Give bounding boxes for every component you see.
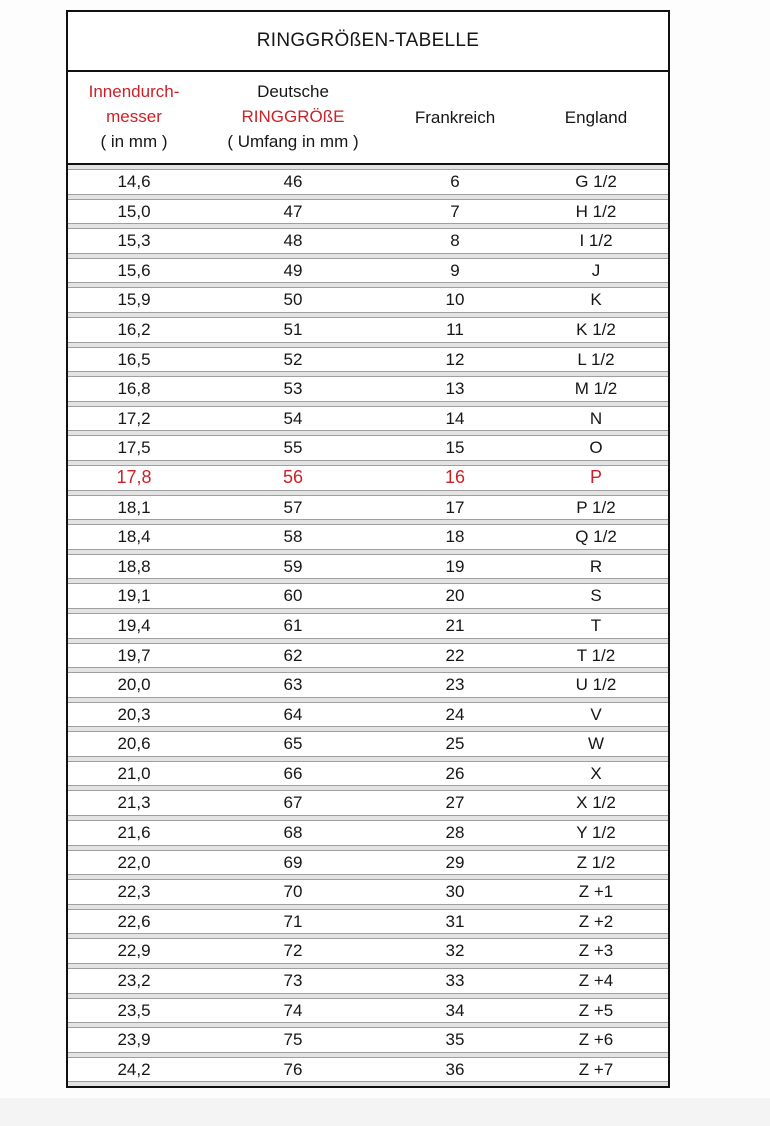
cell-innendurchmesser: 18,4 [68,524,200,550]
cell-innendurchmesser: 20,6 [68,731,200,757]
header-france [386,72,524,163]
table-row [68,583,668,609]
table-row [68,406,668,432]
cell-innendurchmesser: 20,3 [68,702,200,728]
cell-ringgroesse: 70 [200,879,386,905]
table-row [68,435,668,461]
header-inner-diameter-unit: ( in mm ) [100,132,168,151]
header-german-size-unit: ( Umfang in mm ) [227,132,359,151]
cell-england: K [524,287,668,313]
cell-frankreich: 13 [386,376,524,402]
table-header-row [68,72,668,165]
cell-innendurchmesser: 17,2 [68,406,200,432]
cell-frankreich: 7 [386,199,524,225]
cell-frankreich: 18 [386,524,524,550]
table-row [68,613,668,639]
cell-frankreich: 27 [386,790,524,816]
cell-ringgroesse: 59 [200,554,386,580]
cell-england: Q 1/2 [524,524,668,550]
cell-innendurchmesser: 23,9 [68,1027,200,1053]
table-row [68,465,668,491]
table-row [68,554,668,580]
cell-frankreich: 24 [386,702,524,728]
cell-frankreich: 12 [386,347,524,373]
cell-england: Z +7 [524,1057,668,1083]
cell-england: P [524,465,668,491]
cell-innendurchmesser: 15,6 [68,258,200,284]
header-england [524,72,668,163]
cell-england: O [524,435,668,461]
cell-england: T 1/2 [524,643,668,669]
table-row [68,731,668,757]
cell-innendurchmesser: 22,3 [68,879,200,905]
cell-england: L 1/2 [524,347,668,373]
table-body [68,165,668,1086]
cell-innendurchmesser: 19,7 [68,643,200,669]
header-german-size-line1: Deutsche [257,82,329,101]
cell-innendurchmesser: 22,9 [68,938,200,964]
cell-england: Z +5 [524,998,668,1024]
header-german-size [200,72,386,163]
cell-frankreich: 11 [386,317,524,343]
cell-england: X [524,761,668,787]
cell-ringgroesse: 76 [200,1057,386,1083]
header-inner-diameter [68,72,200,163]
cell-ringgroesse: 49 [200,258,386,284]
cell-frankreich: 31 [386,909,524,935]
cell-ringgroesse: 46 [200,169,386,195]
cell-frankreich: 36 [386,1057,524,1083]
cell-england: Y 1/2 [524,820,668,846]
cell-innendurchmesser: 21,6 [68,820,200,846]
cell-innendurchmesser: 20,0 [68,672,200,698]
cell-frankreich: 15 [386,435,524,461]
header-france-label: Frankreich [414,108,496,127]
bottom-band [0,1098,770,1126]
cell-england: Z 1/2 [524,850,668,876]
table-row [68,169,668,195]
cell-ringgroesse: 73 [200,968,386,994]
cell-england: Z +2 [524,909,668,935]
cell-innendurchmesser: 19,4 [68,613,200,639]
cell-england: H 1/2 [524,199,668,225]
cell-innendurchmesser: 16,8 [68,376,200,402]
header-england-label: England [564,108,628,127]
cell-ringgroesse: 56 [200,465,386,491]
cell-frankreich: 25 [386,731,524,757]
table-row [68,909,668,935]
cell-england: X 1/2 [524,790,668,816]
cell-innendurchmesser: 17,5 [68,435,200,461]
cell-innendurchmesser: 15,9 [68,287,200,313]
table-row [68,820,668,846]
cell-ringgroesse: 75 [200,1027,386,1053]
cell-england: Z +3 [524,938,668,964]
cell-innendurchmesser: 18,1 [68,495,200,521]
cell-frankreich: 28 [386,820,524,846]
cell-ringgroesse: 64 [200,702,386,728]
cell-innendurchmesser: 19,1 [68,583,200,609]
table-row [68,317,668,343]
cell-england: N [524,406,668,432]
cell-frankreich: 30 [386,879,524,905]
cell-innendurchmesser: 16,2 [68,317,200,343]
table-row [68,672,668,698]
cell-england: R [524,554,668,580]
cell-innendurchmesser: 18,8 [68,554,200,580]
cell-england: T [524,613,668,639]
cell-frankreich: 29 [386,850,524,876]
cell-england: M 1/2 [524,376,668,402]
cell-innendurchmesser: 17,8 [68,465,200,491]
cell-frankreich: 35 [386,1027,524,1053]
cell-frankreich: 34 [386,998,524,1024]
cell-frankreich: 19 [386,554,524,580]
cell-england: Z +4 [524,968,668,994]
ring-size-data-table [68,165,668,1086]
cell-frankreich: 22 [386,643,524,669]
cell-frankreich: 26 [386,761,524,787]
table-row [68,376,668,402]
cell-ringgroesse: 74 [200,998,386,1024]
cell-england: V [524,702,668,728]
cell-ringgroesse: 52 [200,347,386,373]
cell-ringgroesse: 66 [200,761,386,787]
cell-innendurchmesser: 16,5 [68,347,200,373]
table-body-rows [68,169,668,1082]
table-row [68,761,668,787]
cell-england: Z +1 [524,879,668,905]
cell-ringgroesse: 58 [200,524,386,550]
cell-ringgroesse: 60 [200,583,386,609]
table-row [68,790,668,816]
cell-england: I 1/2 [524,228,668,254]
table-row [68,850,668,876]
cell-ringgroesse: 47 [200,199,386,225]
table-row [68,968,668,994]
table-row [68,1027,668,1053]
cell-frankreich: 14 [386,406,524,432]
table-row [68,643,668,669]
cell-frankreich: 21 [386,613,524,639]
cell-frankreich: 16 [386,465,524,491]
table-row [68,998,668,1024]
cell-ringgroesse: 54 [200,406,386,432]
cell-ringgroesse: 69 [200,850,386,876]
cell-ringgroesse: 55 [200,435,386,461]
cell-frankreich: 6 [386,169,524,195]
cell-ringgroesse: 51 [200,317,386,343]
cell-frankreich: 20 [386,583,524,609]
table-row [68,287,668,313]
table-row [68,347,668,373]
cell-frankreich: 17 [386,495,524,521]
cell-england: Z +6 [524,1027,668,1053]
table-row [68,199,668,225]
cell-ringgroesse: 68 [200,820,386,846]
cell-innendurchmesser: 22,6 [68,909,200,935]
header-inner-diameter-line2: messer [106,107,162,126]
cell-england: K 1/2 [524,317,668,343]
cell-ringgroesse: 57 [200,495,386,521]
cell-innendurchmesser: 21,3 [68,790,200,816]
cell-innendurchmesser: 15,0 [68,199,200,225]
table-title: RINGGRÖßEN-TABELLE [256,30,480,51]
cell-england: U 1/2 [524,672,668,698]
table-row [68,524,668,550]
table-row [68,258,668,284]
cell-ringgroesse: 61 [200,613,386,639]
cell-ringgroesse: 48 [200,228,386,254]
cell-innendurchmesser: 23,5 [68,998,200,1024]
cell-ringgroesse: 50 [200,287,386,313]
cell-ringgroesse: 65 [200,731,386,757]
table-row [68,1057,668,1083]
cell-frankreich: 9 [386,258,524,284]
header-inner-diameter-line1: Innendurch- [88,82,180,101]
cell-innendurchmesser: 14,6 [68,169,200,195]
cell-ringgroesse: 53 [200,376,386,402]
cell-frankreich: 33 [386,968,524,994]
cell-england: J [524,258,668,284]
cell-england: S [524,583,668,609]
cell-frankreich: 32 [386,938,524,964]
cell-innendurchmesser: 23,2 [68,968,200,994]
cell-innendurchmesser: 15,3 [68,228,200,254]
table-row [68,879,668,905]
table-row [68,938,668,964]
table-row [68,228,668,254]
table-row [68,495,668,521]
cell-frankreich: 8 [386,228,524,254]
table-row [68,702,668,728]
cell-ringgroesse: 67 [200,790,386,816]
cell-england: P 1/2 [524,495,668,521]
cell-england: W [524,731,668,757]
cell-ringgroesse: 62 [200,643,386,669]
cell-ringgroesse: 72 [200,938,386,964]
cell-innendurchmesser: 22,0 [68,850,200,876]
table-title-box [68,12,668,72]
cell-frankreich: 23 [386,672,524,698]
header-german-size-line2: RINGGRÖßE [241,107,345,126]
cell-innendurchmesser: 21,0 [68,761,200,787]
cell-frankreich: 10 [386,287,524,313]
cell-innendurchmesser: 24,2 [68,1057,200,1083]
ring-size-table [66,10,670,1088]
cell-ringgroesse: 71 [200,909,386,935]
cell-ringgroesse: 63 [200,672,386,698]
cell-england: G 1/2 [524,169,668,195]
